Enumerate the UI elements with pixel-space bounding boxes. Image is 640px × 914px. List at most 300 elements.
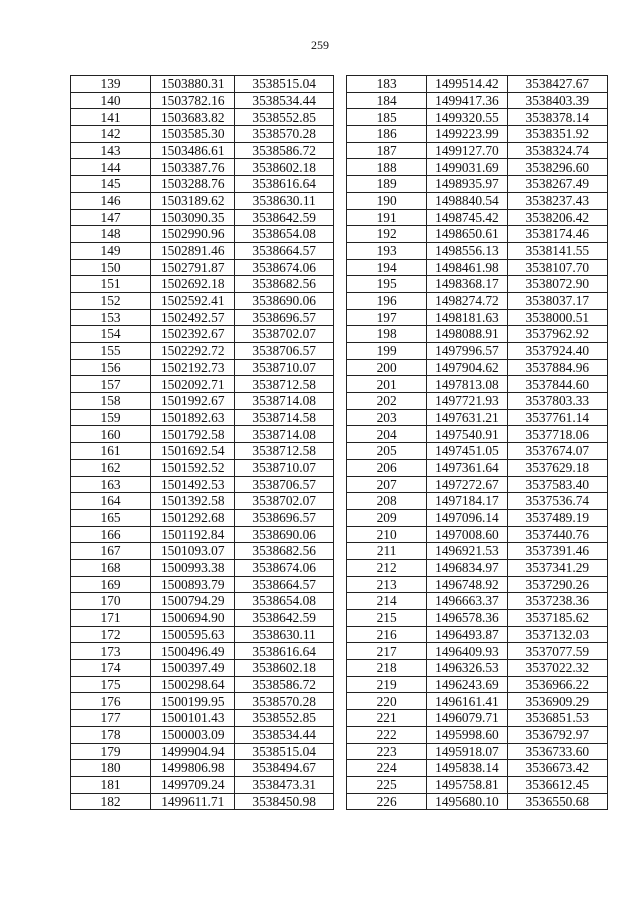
point-id-cell: 190	[347, 192, 427, 209]
point-id-cell: 168	[71, 559, 151, 576]
y-coordinate-cell: 3538664.57	[235, 576, 334, 593]
y-coordinate-cell: 3538570.28	[235, 126, 334, 143]
point-id-cell: 182	[71, 793, 151, 810]
y-coordinate-cell: 3538515.04	[235, 76, 334, 93]
y-coordinate-cell: 3536733.60	[507, 743, 607, 760]
point-id-cell: 179	[71, 743, 151, 760]
table-row	[71, 593, 334, 610]
y-coordinate-cell: 3537583.40	[507, 476, 607, 493]
point-id-cell: 150	[71, 259, 151, 276]
table-row	[347, 610, 608, 627]
table-row	[71, 710, 334, 727]
point-id-cell: 175	[71, 676, 151, 693]
y-coordinate-cell: 3538674.06	[235, 559, 334, 576]
y-coordinate-cell: 3538174.46	[507, 226, 607, 243]
table-row	[347, 760, 608, 777]
point-id-cell: 193	[347, 242, 427, 259]
table-row	[71, 793, 334, 810]
point-id-cell: 217	[347, 643, 427, 660]
x-coordinate-cell: 1497008.60	[427, 526, 507, 543]
y-coordinate-cell: 3538296.60	[507, 159, 607, 176]
table-row	[347, 543, 608, 560]
point-id-cell: 195	[347, 276, 427, 293]
table-row	[347, 126, 608, 143]
x-coordinate-cell: 1499417.36	[427, 92, 507, 109]
point-id-cell: 213	[347, 576, 427, 593]
x-coordinate-cell: 1501093.07	[151, 543, 235, 560]
point-id-cell: 200	[347, 359, 427, 376]
y-coordinate-cell: 3536612.45	[507, 776, 607, 793]
x-coordinate-cell: 1501292.68	[151, 509, 235, 526]
point-id-cell: 177	[71, 710, 151, 727]
point-id-cell: 196	[347, 292, 427, 309]
table-row	[71, 760, 334, 777]
x-coordinate-cell: 1495758.81	[427, 776, 507, 793]
y-coordinate-cell: 3538714.08	[235, 393, 334, 410]
table-row	[71, 726, 334, 743]
y-coordinate-cell: 3538403.39	[507, 92, 607, 109]
x-coordinate-cell: 1499514.42	[427, 76, 507, 93]
point-id-cell: 206	[347, 459, 427, 476]
table-row	[347, 159, 608, 176]
x-coordinate-cell: 1496748.92	[427, 576, 507, 593]
table-row	[347, 509, 608, 526]
point-id-cell: 170	[71, 593, 151, 610]
x-coordinate-cell: 1503486.61	[151, 142, 235, 159]
point-id-cell: 158	[71, 393, 151, 410]
point-id-cell: 172	[71, 626, 151, 643]
y-coordinate-cell: 3536792.97	[507, 726, 607, 743]
point-id-cell: 165	[71, 509, 151, 526]
y-coordinate-cell: 3538690.06	[235, 526, 334, 543]
table-row	[347, 92, 608, 109]
x-coordinate-cell: 1503090.35	[151, 209, 235, 226]
table-row	[71, 242, 334, 259]
y-coordinate-cell: 3538702.07	[235, 326, 334, 343]
x-coordinate-cell: 1500496.49	[151, 643, 235, 660]
point-id-cell: 194	[347, 259, 427, 276]
y-coordinate-cell: 3538682.56	[235, 543, 334, 560]
point-id-cell: 147	[71, 209, 151, 226]
y-coordinate-cell: 3538674.06	[235, 259, 334, 276]
y-coordinate-cell: 3537489.19	[507, 509, 607, 526]
table-row	[71, 643, 334, 660]
table-row	[347, 76, 608, 93]
point-id-cell: 178	[71, 726, 151, 743]
coordinates-table-right-body	[347, 76, 608, 810]
table-row	[71, 176, 334, 193]
y-coordinate-cell: 3538473.31	[235, 776, 334, 793]
x-coordinate-cell: 1503189.62	[151, 192, 235, 209]
y-coordinate-cell: 3537536.74	[507, 493, 607, 510]
table-row	[71, 276, 334, 293]
y-coordinate-cell: 3538630.11	[235, 626, 334, 643]
table-row	[71, 343, 334, 360]
x-coordinate-cell: 1501792.58	[151, 426, 235, 443]
x-coordinate-cell: 1496409.93	[427, 643, 507, 660]
table-row	[71, 693, 334, 710]
x-coordinate-cell: 1496493.87	[427, 626, 507, 643]
y-coordinate-cell: 3537761.14	[507, 409, 607, 426]
table-row	[347, 793, 608, 810]
point-id-cell: 166	[71, 526, 151, 543]
y-coordinate-cell: 3538696.57	[235, 509, 334, 526]
x-coordinate-cell: 1498650.61	[427, 226, 507, 243]
table-row	[347, 192, 608, 209]
y-coordinate-cell: 3538072.90	[507, 276, 607, 293]
table-row	[71, 259, 334, 276]
y-coordinate-cell: 3538712.58	[235, 376, 334, 393]
y-coordinate-cell: 3538654.08	[235, 226, 334, 243]
y-coordinate-cell: 3538664.57	[235, 242, 334, 259]
table-row	[347, 292, 608, 309]
x-coordinate-cell: 1497096.14	[427, 509, 507, 526]
coordinates-table-right	[346, 75, 608, 810]
point-id-cell: 225	[347, 776, 427, 793]
table-row	[71, 526, 334, 543]
table-row	[71, 393, 334, 410]
table-row	[347, 526, 608, 543]
x-coordinate-cell: 1500397.49	[151, 660, 235, 677]
y-coordinate-cell: 3538206.42	[507, 209, 607, 226]
point-id-cell: 148	[71, 226, 151, 243]
x-coordinate-cell: 1503683.82	[151, 109, 235, 126]
x-coordinate-cell: 1496243.69	[427, 676, 507, 693]
point-id-cell: 171	[71, 610, 151, 627]
x-coordinate-cell: 1502292.72	[151, 343, 235, 360]
y-coordinate-cell: 3538427.67	[507, 76, 607, 93]
point-id-cell: 152	[71, 292, 151, 309]
table-row	[347, 376, 608, 393]
x-coordinate-cell: 1498935.97	[427, 176, 507, 193]
y-coordinate-cell: 3538654.08	[235, 593, 334, 610]
x-coordinate-cell: 1501192.84	[151, 526, 235, 543]
table-row	[71, 676, 334, 693]
x-coordinate-cell: 1497540.91	[427, 426, 507, 443]
x-coordinate-cell: 1500298.64	[151, 676, 235, 693]
x-coordinate-cell: 1500199.95	[151, 693, 235, 710]
point-id-cell: 160	[71, 426, 151, 443]
x-coordinate-cell: 1502891.46	[151, 242, 235, 259]
point-id-cell: 201	[347, 376, 427, 393]
x-coordinate-cell: 1498274.72	[427, 292, 507, 309]
point-id-cell: 220	[347, 693, 427, 710]
table-row	[347, 693, 608, 710]
y-coordinate-cell: 3538706.57	[235, 343, 334, 360]
y-coordinate-cell: 3538237.43	[507, 192, 607, 209]
point-id-cell: 174	[71, 660, 151, 677]
y-coordinate-cell: 3538534.44	[235, 92, 334, 109]
table-row	[347, 276, 608, 293]
table-row	[347, 359, 608, 376]
coordinates-table-left-body	[71, 76, 334, 810]
point-id-cell: 210	[347, 526, 427, 543]
y-coordinate-cell: 3537440.76	[507, 526, 607, 543]
table-row	[347, 343, 608, 360]
table-row	[71, 159, 334, 176]
point-id-cell: 140	[71, 92, 151, 109]
x-coordinate-cell: 1499806.98	[151, 760, 235, 777]
point-id-cell: 164	[71, 493, 151, 510]
point-id-cell: 207	[347, 476, 427, 493]
y-coordinate-cell: 3537290.26	[507, 576, 607, 593]
y-coordinate-cell: 3538586.72	[235, 676, 334, 693]
point-id-cell: 154	[71, 326, 151, 343]
y-coordinate-cell: 3537185.62	[507, 610, 607, 627]
x-coordinate-cell: 1501992.67	[151, 393, 235, 410]
table-row	[71, 109, 334, 126]
table-row	[71, 576, 334, 593]
y-coordinate-cell: 3537132.03	[507, 626, 607, 643]
table-row	[71, 192, 334, 209]
point-id-cell: 215	[347, 610, 427, 627]
point-id-cell: 155	[71, 343, 151, 360]
y-coordinate-cell: 3538696.57	[235, 309, 334, 326]
table-row	[71, 743, 334, 760]
y-coordinate-cell: 3538552.85	[235, 710, 334, 727]
table-row	[71, 326, 334, 343]
y-coordinate-cell: 3537391.46	[507, 543, 607, 560]
table-row	[347, 559, 608, 576]
y-coordinate-cell: 3538616.64	[235, 643, 334, 660]
y-coordinate-cell: 3538534.44	[235, 726, 334, 743]
table-row	[347, 726, 608, 743]
table-row	[71, 610, 334, 627]
y-coordinate-cell: 3537629.18	[507, 459, 607, 476]
x-coordinate-cell: 1500595.63	[151, 626, 235, 643]
y-coordinate-cell: 3538642.59	[235, 610, 334, 627]
y-coordinate-cell: 3538602.18	[235, 159, 334, 176]
point-id-cell: 151	[71, 276, 151, 293]
x-coordinate-cell: 1500694.90	[151, 610, 235, 627]
x-coordinate-cell: 1495680.10	[427, 793, 507, 810]
point-id-cell: 209	[347, 509, 427, 526]
y-coordinate-cell: 3536851.53	[507, 710, 607, 727]
y-coordinate-cell: 3538602.18	[235, 660, 334, 677]
point-id-cell: 181	[71, 776, 151, 793]
point-id-cell: 185	[347, 109, 427, 126]
point-id-cell: 216	[347, 626, 427, 643]
point-id-cell: 183	[347, 76, 427, 93]
y-coordinate-cell: 3538570.28	[235, 693, 334, 710]
x-coordinate-cell: 1496326.53	[427, 660, 507, 677]
x-coordinate-cell: 1500794.29	[151, 593, 235, 610]
table-row	[347, 309, 608, 326]
y-coordinate-cell: 3537803.33	[507, 393, 607, 410]
point-id-cell: 191	[347, 209, 427, 226]
point-id-cell: 169	[71, 576, 151, 593]
x-coordinate-cell: 1500893.79	[151, 576, 235, 593]
point-id-cell: 187	[347, 142, 427, 159]
y-coordinate-cell: 3538616.64	[235, 176, 334, 193]
x-coordinate-cell: 1497361.64	[427, 459, 507, 476]
table-row	[71, 226, 334, 243]
point-id-cell: 167	[71, 543, 151, 560]
point-id-cell: 180	[71, 760, 151, 777]
x-coordinate-cell: 1497904.62	[427, 359, 507, 376]
table-row	[347, 710, 608, 727]
y-coordinate-cell: 3538710.07	[235, 359, 334, 376]
table-row	[347, 493, 608, 510]
point-id-cell: 214	[347, 593, 427, 610]
y-coordinate-cell: 3538324.74	[507, 142, 607, 159]
table-row	[71, 543, 334, 560]
y-coordinate-cell: 3538714.08	[235, 426, 334, 443]
point-id-cell: 153	[71, 309, 151, 326]
x-coordinate-cell: 1499031.69	[427, 159, 507, 176]
y-coordinate-cell: 3538690.06	[235, 292, 334, 309]
x-coordinate-cell: 1499223.99	[427, 126, 507, 143]
point-id-cell: 204	[347, 426, 427, 443]
table-row	[347, 426, 608, 443]
x-coordinate-cell: 1502692.18	[151, 276, 235, 293]
y-coordinate-cell: 3538494.67	[235, 760, 334, 777]
table-row	[71, 776, 334, 793]
y-coordinate-cell: 3538000.51	[507, 309, 607, 326]
point-id-cell: 205	[347, 443, 427, 460]
x-coordinate-cell: 1502392.67	[151, 326, 235, 343]
y-coordinate-cell: 3537844.60	[507, 376, 607, 393]
y-coordinate-cell: 3538107.70	[507, 259, 607, 276]
point-id-cell: 143	[71, 142, 151, 159]
table-row	[71, 126, 334, 143]
x-coordinate-cell: 1498088.91	[427, 326, 507, 343]
y-coordinate-cell: 3538378.14	[507, 109, 607, 126]
point-id-cell: 224	[347, 760, 427, 777]
x-coordinate-cell: 1496663.37	[427, 593, 507, 610]
y-coordinate-cell: 3538515.04	[235, 743, 334, 760]
y-coordinate-cell: 3536966.22	[507, 676, 607, 693]
x-coordinate-cell: 1497184.17	[427, 493, 507, 510]
table-row	[71, 493, 334, 510]
x-coordinate-cell: 1497996.57	[427, 343, 507, 360]
x-coordinate-cell: 1496079.71	[427, 710, 507, 727]
point-id-cell: 142	[71, 126, 151, 143]
table-row	[71, 660, 334, 677]
x-coordinate-cell: 1502791.87	[151, 259, 235, 276]
point-id-cell: 188	[347, 159, 427, 176]
point-id-cell: 219	[347, 676, 427, 693]
point-id-cell: 211	[347, 543, 427, 560]
y-coordinate-cell: 3538630.11	[235, 192, 334, 209]
point-id-cell: 176	[71, 693, 151, 710]
table-row	[71, 209, 334, 226]
y-coordinate-cell: 3536909.29	[507, 693, 607, 710]
x-coordinate-cell: 1496921.53	[427, 543, 507, 560]
x-coordinate-cell: 1499709.24	[151, 776, 235, 793]
y-coordinate-cell: 3538450.98	[235, 793, 334, 810]
point-id-cell: 199	[347, 343, 427, 360]
table-row	[347, 393, 608, 410]
x-coordinate-cell: 1499904.94	[151, 743, 235, 760]
point-id-cell: 203	[347, 409, 427, 426]
table-row	[347, 176, 608, 193]
point-id-cell: 161	[71, 443, 151, 460]
x-coordinate-cell: 1502592.41	[151, 292, 235, 309]
table-row	[347, 242, 608, 259]
table-row	[347, 593, 608, 610]
y-coordinate-cell: 3537022.32	[507, 660, 607, 677]
x-coordinate-cell: 1501592.52	[151, 459, 235, 476]
y-coordinate-cell: 3538586.72	[235, 142, 334, 159]
y-coordinate-cell: 3537718.06	[507, 426, 607, 443]
y-coordinate-cell: 3538267.49	[507, 176, 607, 193]
table-row	[347, 142, 608, 159]
table-row	[347, 643, 608, 660]
y-coordinate-cell: 3538712.58	[235, 443, 334, 460]
x-coordinate-cell: 1497813.08	[427, 376, 507, 393]
table-row	[347, 326, 608, 343]
x-coordinate-cell: 1496834.97	[427, 559, 507, 576]
coordinates-table-left	[70, 75, 334, 810]
table-row	[71, 309, 334, 326]
point-id-cell: 208	[347, 493, 427, 510]
table-row	[347, 776, 608, 793]
point-id-cell: 146	[71, 192, 151, 209]
x-coordinate-cell: 1502092.71	[151, 376, 235, 393]
x-coordinate-cell: 1503585.30	[151, 126, 235, 143]
x-coordinate-cell: 1501492.53	[151, 476, 235, 493]
table-row	[347, 226, 608, 243]
point-id-cell: 163	[71, 476, 151, 493]
x-coordinate-cell: 1503288.76	[151, 176, 235, 193]
table-row	[347, 209, 608, 226]
x-coordinate-cell: 1499611.71	[151, 793, 235, 810]
y-coordinate-cell: 3538706.57	[235, 476, 334, 493]
table-row	[71, 409, 334, 426]
x-coordinate-cell: 1495918.07	[427, 743, 507, 760]
point-id-cell: 202	[347, 393, 427, 410]
point-id-cell: 173	[71, 643, 151, 660]
x-coordinate-cell: 1498556.13	[427, 242, 507, 259]
point-id-cell: 221	[347, 710, 427, 727]
x-coordinate-cell: 1502492.57	[151, 309, 235, 326]
y-coordinate-cell: 3537924.40	[507, 343, 607, 360]
point-id-cell: 141	[71, 109, 151, 126]
table-row	[347, 443, 608, 460]
x-coordinate-cell: 1495998.60	[427, 726, 507, 743]
x-coordinate-cell: 1499127.70	[427, 142, 507, 159]
table-row	[71, 76, 334, 93]
table-row	[71, 559, 334, 576]
point-id-cell: 149	[71, 242, 151, 259]
table-row	[71, 426, 334, 443]
table-row	[71, 443, 334, 460]
table-row	[71, 459, 334, 476]
point-id-cell: 186	[347, 126, 427, 143]
point-id-cell: 226	[347, 793, 427, 810]
point-id-cell: 162	[71, 459, 151, 476]
point-id-cell: 156	[71, 359, 151, 376]
point-id-cell: 198	[347, 326, 427, 343]
point-id-cell: 222	[347, 726, 427, 743]
x-coordinate-cell: 1498461.98	[427, 259, 507, 276]
y-coordinate-cell: 3537341.29	[507, 559, 607, 576]
x-coordinate-cell: 1501692.54	[151, 443, 235, 460]
table-row	[347, 743, 608, 760]
point-id-cell: 189	[347, 176, 427, 193]
table-row	[71, 92, 334, 109]
y-coordinate-cell: 3538037.17	[507, 292, 607, 309]
x-coordinate-cell: 1500003.09	[151, 726, 235, 743]
y-coordinate-cell: 3538702.07	[235, 493, 334, 510]
point-id-cell: 212	[347, 559, 427, 576]
x-coordinate-cell: 1497721.93	[427, 393, 507, 410]
y-coordinate-cell: 3538642.59	[235, 209, 334, 226]
x-coordinate-cell: 1498368.17	[427, 276, 507, 293]
x-coordinate-cell: 1496161.41	[427, 693, 507, 710]
x-coordinate-cell: 1503880.31	[151, 76, 235, 93]
